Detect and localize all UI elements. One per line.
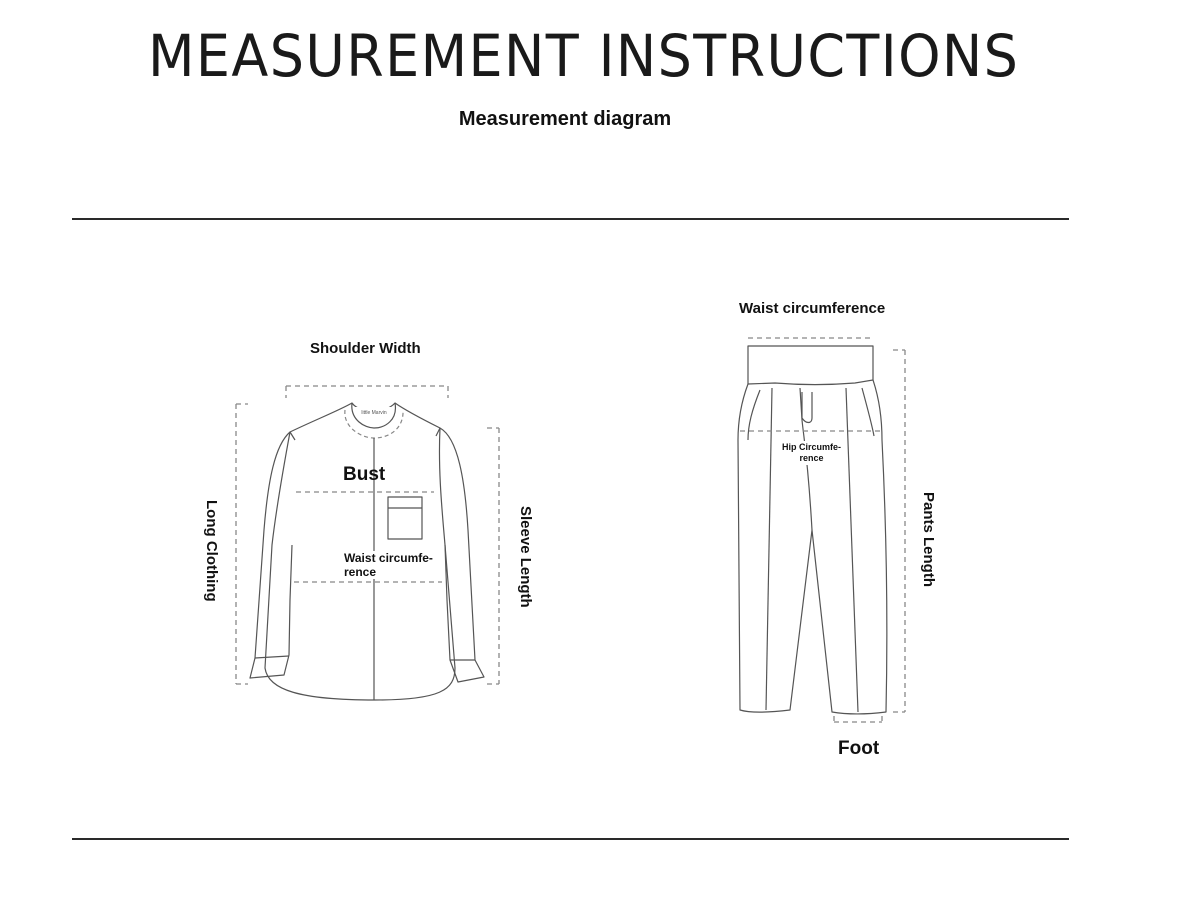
long-clothing-label: Long Clothing xyxy=(203,500,220,602)
svg-text:little Marvin: little Marvin xyxy=(361,410,387,416)
foot-label: Foot xyxy=(838,738,880,759)
shirt-right-sleeve xyxy=(440,428,484,682)
pants-measure-lines xyxy=(740,338,905,722)
hip-circumference-label: Hip Circumfe- rence xyxy=(782,442,842,463)
pants-drawing xyxy=(738,346,887,714)
bust-label: Bust xyxy=(343,464,386,485)
diagram-subtitle: Measurement diagram xyxy=(458,108,672,130)
shirt-pocket xyxy=(388,497,422,539)
shoulder-width-label: Shoulder Width xyxy=(310,340,421,357)
pants-outline xyxy=(738,380,887,714)
pants-length-label: Pants Length xyxy=(920,492,937,588)
sleeve-length-label: Sleeve Length xyxy=(517,506,534,608)
page-title: MEASUREMENT INSTRUCTIONS xyxy=(148,22,1020,90)
pants-waist-label: Waist circumference xyxy=(739,300,886,317)
pants-waistband xyxy=(748,346,873,385)
shirt-waist-label: Waist circumfe- rence xyxy=(344,551,433,579)
shirt-measure-lines xyxy=(236,386,499,684)
